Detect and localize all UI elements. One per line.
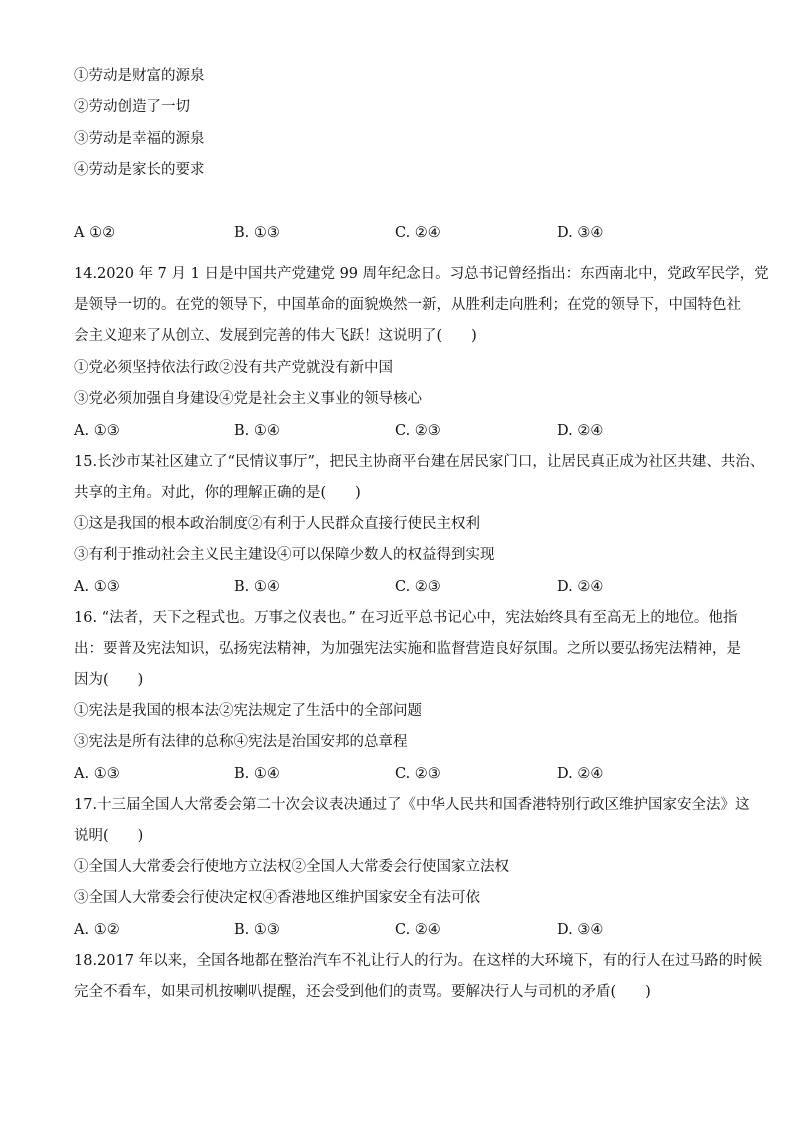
question-text: 18.2017 年以来，全国各地都在整治汽车不礼让行人的行为。在这样的大环境下，有的行人在过马路的时候 [74,953,763,969]
option-d[interactable]: D. ②④ [557,766,604,782]
statement: ③党必须加强自身建设④党是社会主义事业的领导核心 [74,391,422,407]
question-text: 因为( ) [74,672,144,688]
question-text: 完全不看车，如果司机按喇叭提醒，还会受到他们的责骂。要解决行人与司机的矛盾( ) [74,984,651,1000]
question-text: 出：要普及宪法知识，弘扬宪法精神，为加强宪法实施和监督营造良好氛围。之所以要弘扬宪法精神，是 [74,641,741,657]
option-a[interactable]: A ①② [74,225,116,241]
question-text: 会主义迎来了从创立、发展到完善的伟大飞跃！这说明了( ) [74,328,477,344]
answer-options [74,421,734,441]
statement: ②劳动创造了一切 [74,99,190,115]
answer-options [74,223,734,243]
option-c[interactable]: C. ②③ [395,579,441,595]
answer-options [74,920,734,940]
option-c[interactable]: C. ②③ [395,423,441,439]
option-d[interactable]: D. ③④ [557,922,604,938]
question-text: 16. “法者，天下之程式也。万事之仪表也。” 在习近平总书记心中，宪法始终具有至高无上的地位。他指 [74,610,738,626]
statement: ③劳动是幸福的源泉 [74,131,205,147]
question-text: 说明( ) [74,828,144,844]
option-d[interactable]: D. ②④ [557,423,604,439]
statement: ③有利于推动社会主义民主建设④可以保障少数人的权益得到实现 [74,547,495,563]
answer-options [74,764,734,784]
option-a[interactable]: A. ①③ [74,579,120,595]
statement: ①全国人大常委会行使地方立法权②全国人大常委会行使国家立法权 [74,859,509,875]
statement: ③宪法是所有法律的总称④宪法是治国安邦的总章程 [74,734,408,750]
option-b[interactable]: B. ①③ [234,922,280,938]
option-b[interactable]: B. ①④ [234,579,280,595]
option-b[interactable]: B. ①④ [234,423,280,439]
option-d[interactable]: D. ②④ [557,579,604,595]
statement: ③全国人大常委会行使决定权④香港地区维护国家安全有法可依 [74,890,480,906]
question-text: 17.十三届全国人大常委会第二十次会议表决通过了《中华人民共和国香港特别行政区维护国家安全法》这 [74,797,750,813]
option-a[interactable]: A. ①③ [74,766,120,782]
option-c[interactable]: C. ②④ [395,225,441,241]
question-text: 是领导一切的。在党的领导下，中国革命的面貌焕然一新，从胜利走向胜利；在党的领导下，中国特色社 [74,297,741,313]
statement: ④劳动是家长的要求 [74,162,205,178]
option-b[interactable]: B. ①③ [234,225,280,241]
answer-options [74,577,734,597]
statement: ①劳动是财富的源泉 [74,68,205,84]
statement: ①这是我国的根本政治制度②有利于人民群众直接行使民主权利 [74,516,480,532]
question-text: 共享的主角。对此，你的理解正确的是( ) [74,485,361,501]
option-a[interactable]: A. ①② [74,922,120,938]
option-c[interactable]: C. ②③ [395,766,441,782]
option-d[interactable]: D. ③④ [557,225,604,241]
option-c[interactable]: C. ②④ [395,922,441,938]
question-text: 14.2020 年 7 月 1 日是中国共产党建党 99 周年纪念日。习总书记曾经指出：东西南北中，党政军民学，党 [74,266,769,282]
option-b[interactable]: B. ①④ [234,766,280,782]
statement: ①宪法是我国的根本法②宪法规定了生活中的全部问题 [74,703,422,719]
option-a[interactable]: A. ①③ [74,423,120,439]
statement: ①党必须坚持依法行政②没有共产党就没有新中国 [74,360,393,376]
question-text: 15.长沙市某社区建立了“民情议事厅”，把民主协商平台建在居民家门口，让居民真正成为社区共建、共治、 [74,454,765,470]
